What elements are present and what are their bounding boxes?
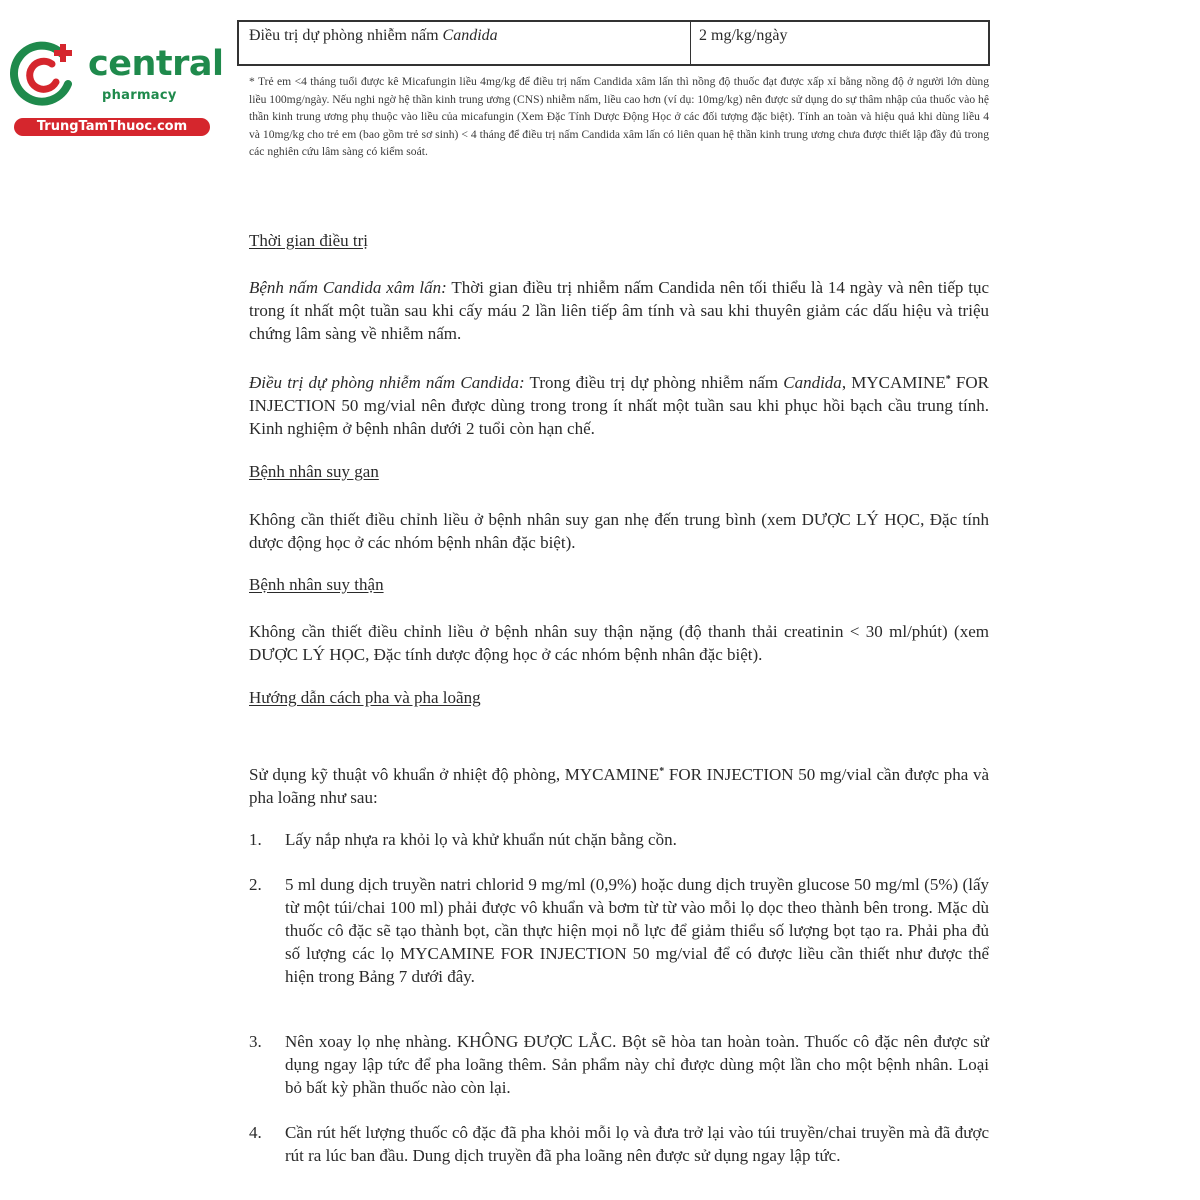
heading-treatment-duration: Thời gian điều trị	[249, 231, 368, 250]
list-item	[249, 873, 989, 988]
paragraph-italic: Candida	[783, 373, 842, 392]
indication-text: Điều trị dự phòng nhiễm nấm	[249, 27, 439, 44]
list-item	[249, 1030, 989, 1099]
paragraph-reconstitution-intro	[249, 760, 989, 809]
table-footnote: * Trẻ em <4 tháng tuổi được kê Micafungin liều 4mg/kg để điều trị nấm Candida xâm lấn thì nồng độ thuốc đạt được xấp xỉ bằng nồng độ ở người lớn dùng liều 100mg/ngày. Nếu nghi ngờ hệ thần kinh trung ương (CNS) nhiễm nấm, liều cao hơn (ví dụ: 10mg/kg) nên được sử dụng do sự thâm nhập của thuốc vào hệ thần kinh trung ương phụ thuộc vào liều của micafungin (Xem Đặc Tính Dược Động Học ở các đối tượng đặc biệt). Tính an toàn và hiệu quả khi dùng liều 4 và 10mg/kg cho trẻ em (bao gồm trẻ sơ sinh) < 4 tháng để điều trị nấm Candida xâm lấn có liên quan hệ thần kinh trung ương chưa được thiết lập đầy đủ trong các nghiên cứu lâm sàng có kiểm soát.	[249, 75, 989, 159]
paragraph-lead: Bệnh nấm Candida xâm lấn:	[249, 278, 447, 297]
paragraph-lead: Điều trị dự phòng nhiễm nấm Candida:	[249, 373, 525, 392]
brand-name: central	[88, 44, 224, 84]
list-item-number: 4.	[249, 1123, 262, 1142]
paragraph-text: Trong điều trị dự phòng nhiễm nấm	[524, 373, 784, 392]
paragraph-hepatic: Không cần thiết điều chỉnh liều ở bệnh nhân suy gan nhẹ đến trung bình (xem DƯỢC LÝ HỌC, Đặc tính dược động học ở các nhóm bệnh nhân đặc biệt).	[249, 510, 989, 552]
paragraph-invasive-candidiasis	[249, 276, 989, 345]
brand-tagline: pharmacy	[102, 88, 177, 103]
list-item-number: 3.	[249, 1032, 262, 1051]
list-item	[249, 828, 989, 851]
paragraph-text: Thời gian điều trị nhiễm nấm Candida nên tối thiểu là 14 ngày và nên tiếp tục trong ít nhất một tuần sau khi cấy máu 2 lần liên tiếp âm tính và sau khi thuyên giảm các dấu hiệu và triệu chứng lâm sàng về nhiễm nấm.	[249, 278, 989, 343]
list-item-text: Lấy nắp nhựa ra khỏi lọ và khử khuẩn nút chặn bằng cồn.	[285, 830, 677, 849]
registered-mark: *	[659, 766, 665, 777]
list-item-number: 2.	[249, 875, 262, 894]
list-item-number: 1.	[249, 830, 262, 849]
list-item-text: 5 ml dung dịch truyền natri chlorid 9 mg/ml (0,9%) hoặc dung dịch truyền glucose 50 mg/ml (5%) (lấy từ một túi/chai 100 ml) phải được vô khuẩn và bơm từ từ vào mỗi lọ dọc theo thành bên trong. Mặc dù thuốc cô đặc sẽ tạo thành bọt, cần thực hiện mọi nỗ lực để giảm thiểu số lượng bọt tạo ra. Phải pha đủ số lượng các lọ MYCAMINE FOR INJECTION 50 mg/vial để có được liều cần thiết như được thể hiện trong Bảng 7 dưới đây.	[285, 875, 989, 986]
central-pharmacy-logo-icon	[10, 38, 80, 108]
paragraph-text: , MYCAMINE	[841, 373, 946, 392]
registered-mark: *	[945, 374, 951, 385]
list-item	[249, 1121, 989, 1167]
brand-site-badge: TrungTamThuoc.com	[14, 118, 210, 136]
dosage-table-indication	[239, 22, 691, 64]
paragraph-text: FOR INJECTION 50 mg/vial nên được dùng trong trong ít nhất một tuần sau khi phục hồi bạch cầu trung tính. Kinh nghiệm ở bệnh nhân dưới 2 tuổi còn hạn chế.	[249, 373, 989, 438]
indication-italic: Candida	[442, 27, 498, 44]
paragraph-prophylaxis	[249, 368, 989, 440]
list-item-text: Cần rút hết lượng thuốc cô đặc đã pha khỏi mỗi lọ và đưa trở lại vào túi truyền/chai truyền mà đã được rút ra lúc ban đầu. Dung dịch truyền đã pha loãng nên được sử dụng ngay lập tức.	[285, 1123, 989, 1165]
brand-logo	[10, 34, 224, 136]
heading-renal-impairment: Bệnh nhân suy thận	[249, 575, 384, 594]
heading-hepatic-impairment: Bệnh nhân suy gan	[249, 462, 379, 481]
heading-reconstitution: Hướng dẫn cách pha và pha loãng	[249, 688, 481, 707]
dosage-table-row	[237, 20, 990, 66]
paragraph-text: FOR INJECTION 50 mg/vial cần được pha và pha loãng như sau:	[249, 765, 989, 807]
paragraph-renal: Không cần thiết điều chỉnh liều ở bệnh nhân suy thận nặng (độ thanh thải creatinin < 30 ml/phút) (xem DƯỢC LÝ HỌC, Đặc tính dược động học ở các nhóm bệnh nhân đặc biệt).	[249, 622, 989, 664]
list-item-text: Nên xoay lọ nhẹ nhàng. KHÔNG ĐƯỢC LẮC. Bột sẽ hòa tan hoàn toàn. Thuốc cô đặc nên được sử dụng ngay lập tức để pha loãng thêm. Sản phẩm này chỉ được dùng một lần cho một bệnh nhân. Loại bỏ bất kỳ phần thuốc nào còn lại.	[285, 1032, 989, 1097]
dosage-table-dose: 2 mg/kg/ngày	[699, 27, 788, 44]
paragraph-text: Sử dụng kỹ thuật vô khuẩn ở nhiệt độ phòng, MYCAMINE	[249, 765, 660, 784]
